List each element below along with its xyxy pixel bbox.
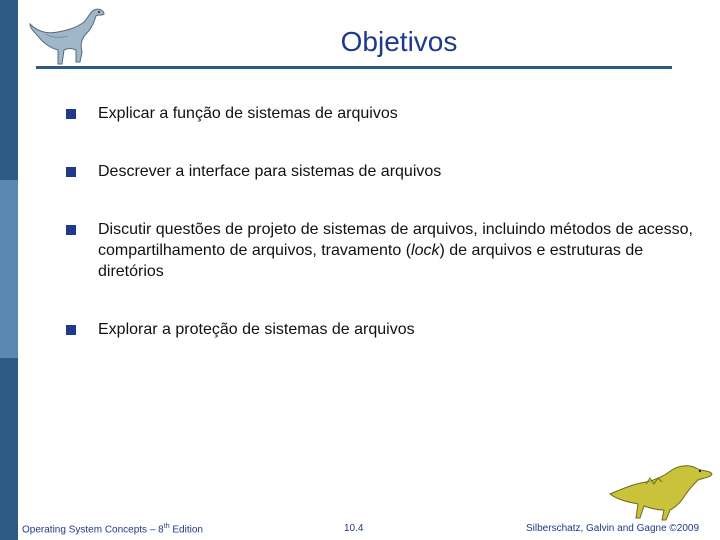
bullet-marker-icon — [66, 167, 76, 177]
sidebar-segment-middle — [0, 180, 18, 358]
bullet-text: Explicar a função de sistemas de arquivos — [98, 105, 398, 122]
dinosaur-icon — [606, 460, 716, 522]
page-title: Objetivos — [340, 26, 458, 57]
bullet-text-before: Discutir questões de projeto de sistemas de arquivos, incluindo métodos de acesso, compartilhamento de arquivos, travamento ( — [98, 221, 693, 259]
page-number: 10.4 — [344, 523, 364, 534]
sidebar-segment-top — [0, 0, 18, 180]
bullet-text-italic: lock — [411, 242, 440, 259]
footer-left — [22, 523, 203, 535]
footer-left-sup: th — [163, 523, 170, 530]
bullet-marker-icon — [66, 325, 76, 335]
footer-left-suffix: Edition — [169, 524, 203, 536]
sidebar-stripe — [0, 0, 18, 540]
bullet-marker-icon — [66, 109, 76, 119]
title-divider — [36, 66, 672, 69]
bullet-text — [98, 219, 708, 282]
sidebar-segment-bottom — [0, 358, 18, 540]
bullet-text: Descrever a interface para sistemas de arquivos — [98, 163, 442, 180]
footer-left-prefix: Operating System Concepts – 8 — [22, 524, 164, 536]
bullet-text-after: ) de arquivos e estruturas de diretórios — [98, 242, 644, 280]
bullet-text: Explorar a proteção de sistemas de arquivos — [98, 321, 415, 338]
footer-right: Silberschatz, Galvin and Gagne ©2009 — [526, 523, 700, 534]
bullet-marker-icon — [66, 225, 76, 235]
